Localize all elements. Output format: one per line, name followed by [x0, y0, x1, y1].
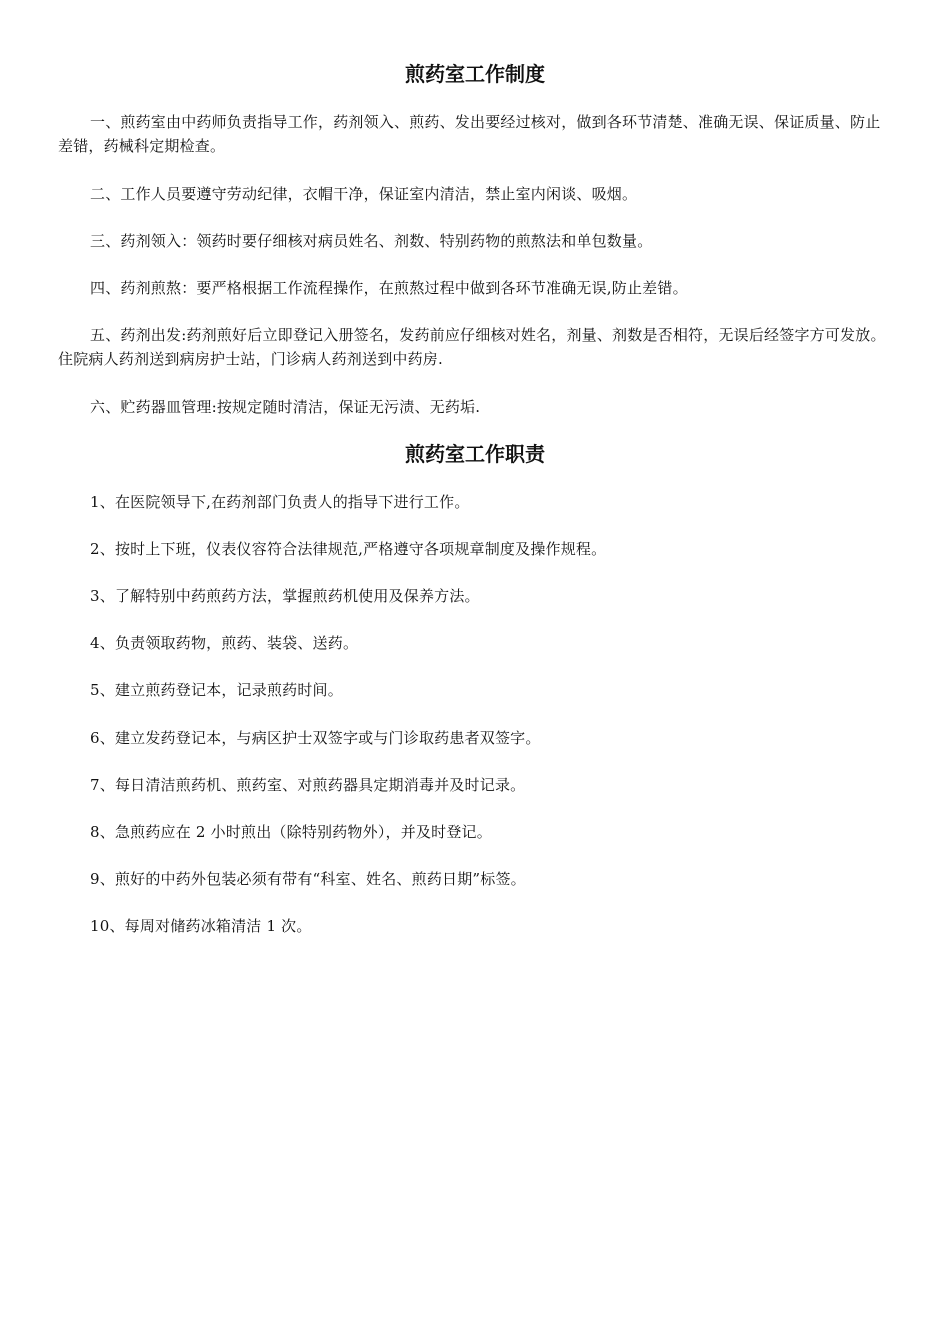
duty-item-8: 8、急煎药应在 2 小时煎出（除特别药物外），并及时登记。: [90, 823, 492, 841]
work-system-paragraph-4: 四、药剂煎熬：要严格根据工作流程操作，在煎熬过程中做到各环节准确无误,防止差错。: [90, 279, 688, 297]
duty-item-3: 3、了解特别中药煎药方法，掌握煎药机使用及保养方法。: [90, 587, 480, 605]
work-system-paragraph-2: 二、工作人员要遵守劳动纪律，衣帽干净，保证室内清洁，禁止室内闲谈、吸烟。: [90, 185, 638, 203]
duty-item-10: 10、每周对储药冰箱清洁 1 次。: [90, 917, 312, 935]
work-system-paragraph-6: 六、贮药器皿管理:按规定随时清洁，保证无污渍、无药垢.: [90, 398, 481, 416]
duty-item-7: 7、每日清洁煎药机、煎药室、对煎药器具定期消毒并及时记录。: [90, 776, 526, 794]
duty-item-9: 9、煎好的中药外包装必须有带有“科室、姓名、煎药日期”标签。: [90, 870, 526, 888]
section-title-work-system: 煎药室工作制度: [405, 62, 545, 86]
work-system-paragraph-5: 五、药剂出发:药剂煎好后立即登记入册签名，发药前应仔细核对姓名，剂量、剂数是否相符，无误后经签字方可发放。住院病人药剂送到病房护士站，门诊病人药剂送到中药房.: [58, 326, 886, 368]
section-title-work-duties: 煎药室工作职责: [405, 442, 545, 466]
duty-item-1: 1、在医院领导下,在药剂部门负责人的指导下进行工作。: [90, 493, 470, 511]
duty-item-2: 2、按时上下班，仪表仪容符合法律规范,严格遵守各项规章制度及操作规程。: [90, 540, 607, 558]
work-system-paragraph-1: 一、煎药室由中药师负责指导工作，药剂领入、煎药、发出要经过核对，做到各环节清楚、准确无误、保证质量、防止差错，药械科定期检查。: [58, 113, 881, 155]
duty-item-6: 6、建立发药登记本，与病区护士双签字或与门诊取药患者双签字。: [90, 729, 541, 747]
duty-item-4: 4、负责领取药物，煎药、装袋、送药。: [90, 634, 359, 652]
work-system-paragraph-3: 三、药剂领入：领药时要仔细核对病员姓名、剂数、特别药物的煎熬法和单包数量。: [90, 232, 653, 250]
duty-item-5: 5、建立煎药登记本，记录煎药时间。: [90, 681, 343, 699]
